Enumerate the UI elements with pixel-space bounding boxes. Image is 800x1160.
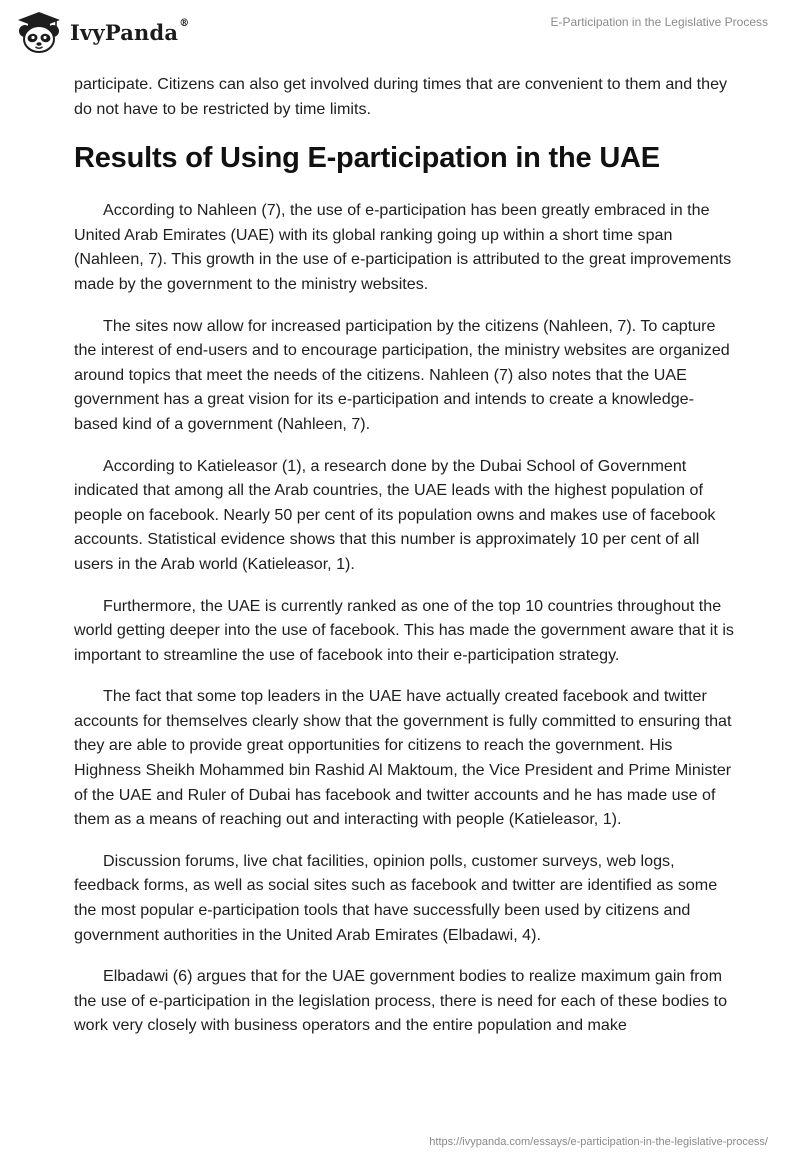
page-header [0, 0, 800, 64]
continuation-paragraph: participate. Citizens can also get involved during times that are convenient to them and they do not have to be restricted by time limits. [74, 75, 728, 118]
paragraph: The fact that some top leaders in the UAE have actually created facebook and twitter accounts for themselves clearly show that the government is fully committed to ensuring that they are able to provide great opportunities for citizens to reach the government. His Highness Sheikh Mohammed bin Rashid Al Maktoum, the Vice President and Prime Minister of the UAE and Ruler of Dubai has facebook and twitter accounts and he has made use of them as a means of reaching out and interacting with people (Katieleasor, 1). [74, 687, 732, 829]
paragraph: The sites now allow for increased participation by the citizens (Nahleen, 7). To capture the interest of end-users and to encourage participation, the ministry websites are organized around topics that meet the needs of the citizens. Nahleen (7) also notes that the UAE government has a great vision for its e-participation and intends to create a knowledge-based kind of a government (Nahleen, 7). [74, 316, 730, 433]
document-title: E-Participation in the Legislative Process [550, 15, 768, 29]
paragraph: Discussion forums, live chat facilities, opinion polls, customer surveys, web logs, feedback forms, as well as social sites such as facebook and twitter are identified as some the most popular e-participation tools that have successfully been used by citizens and government authorities in the United Arab Emirates (Elbadawi, 4). [74, 851, 718, 944]
brand-name: IvyPanda® [70, 17, 190, 45]
paragraph: Elbadawi (6) argues that for the UAE government bodies to realize maximum gain from the use of e-participation in the legislation process, there is need for each of these bodies to work very closely with business operators and the entire population and make [74, 967, 728, 1035]
paragraph: According to Katieleasor (1), a research done by the Dubai School of Government indicated that among all the Arab countries, the UAE leads with the highest population of people on facebook. Nearly 50 per cent of its population owns and makes use of facebook accounts. Statistical evidence shows that this number is approximately 10 per cent of all users in the Arab world (Katieleasor, 1). [74, 456, 716, 573]
section-heading: Results of Using E-participation in the UAE [74, 142, 660, 175]
paragraph: Furthermore, the UAE is currently ranked as one of the top 10 countries throughout the world getting deeper into the use of facebook. This has made the government aware that it is important to streamline the use of facebook into their e-participation strategy. [74, 596, 734, 664]
essay-content [74, 72, 734, 1055]
panda-logo-icon [14, 10, 64, 54]
paragraph: According to Nahleen (7), the use of e-participation has been greatly embraced in the United Arab Emirates (UAE) with its global ranking going up within a short time span (Nahleen, 7). This growth in the use of e-participation is attributed to the great improvements made by the government to the ministry websites. [74, 201, 732, 293]
brand-logo[interactable] [14, 10, 189, 54]
source-url[interactable]: https://ivypanda.com/essays/e-participation-in-the-legislative-process/ [429, 1136, 768, 1148]
